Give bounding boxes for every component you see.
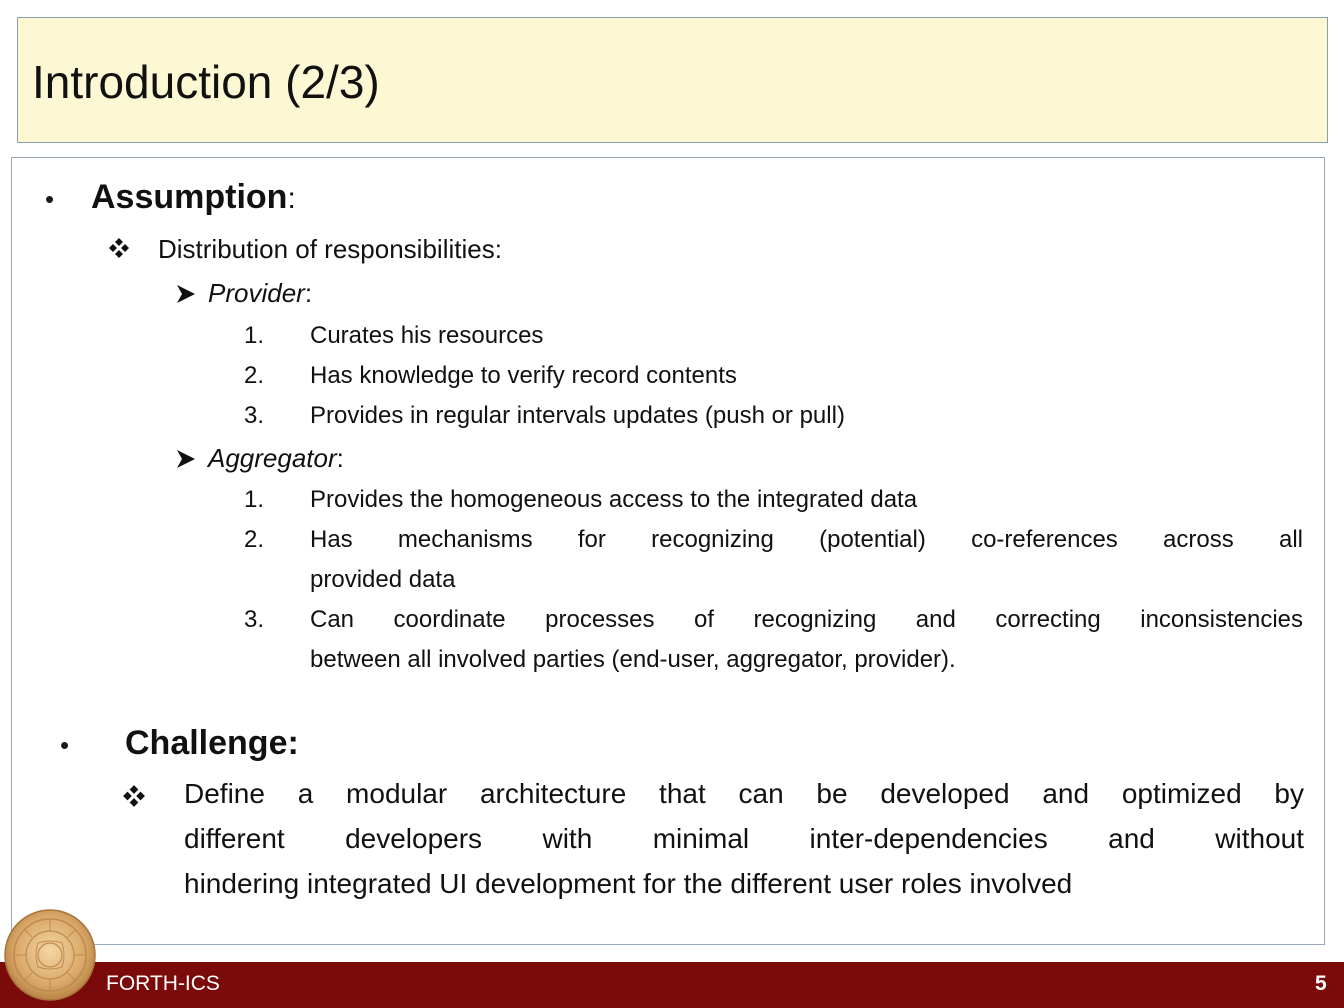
provider-colon: : xyxy=(304,278,313,308)
challenge-text-line: hindering integrated UI development for the different user roles involved xyxy=(184,868,1073,899)
challenge-text-line: Define a modular architecture that can be developed and optimized by xyxy=(184,778,1304,809)
aggregator-item-text-line: provided data xyxy=(310,566,456,593)
footer-bar xyxy=(0,962,1344,1008)
provider-heading xyxy=(208,278,312,309)
assumption-label: Assumption xyxy=(91,178,288,216)
provider-item-number: 3. xyxy=(244,402,265,429)
bullet-dot-icon: • xyxy=(60,730,70,760)
aggregator-item-text-line: Has mechanisms for recognizing (potential) co-references across all xyxy=(310,526,1303,553)
provider-item-number: 2. xyxy=(244,362,265,389)
provider-item-text: Provides in regular intervals updates (push or pull) xyxy=(310,402,845,429)
arrowhead-icon xyxy=(175,283,197,305)
university-seal-icon xyxy=(4,909,96,1001)
provider-item-text: Has knowledge to verify record contents xyxy=(310,362,737,389)
provider-item-number: 1. xyxy=(244,322,265,349)
assumption-colon: : xyxy=(287,182,296,215)
four-diamond-icon xyxy=(122,784,146,808)
content-box xyxy=(11,157,1325,945)
aggregator-item-text-line: Can coordinate processes of recognizing and correcting inconsistencies xyxy=(310,606,1303,633)
aggregator-item-text: Provides the homogeneous access to the integrated data xyxy=(310,486,918,513)
arrowhead-icon xyxy=(175,448,197,470)
aggregator-item-number: 1. xyxy=(244,486,265,513)
title-box xyxy=(17,17,1328,143)
distribution-label: Distribution of responsibilities: xyxy=(158,234,502,264)
four-diamond-icon xyxy=(108,237,130,259)
slide-title: Introduction (2/3) xyxy=(32,56,380,108)
assumption-heading xyxy=(91,178,296,217)
bullet-dot-icon: • xyxy=(45,184,55,214)
page-number: 5 xyxy=(1315,972,1327,995)
footer-organization: FORTH-ICS xyxy=(106,972,220,995)
aggregator-item-text-line: between all involved parties (end-user, aggregator, provider). xyxy=(310,646,956,673)
aggregator-item-number: 2. xyxy=(244,526,265,553)
challenge-text-line: different developers with minimal inter-dependencies and without xyxy=(184,823,1304,854)
provider-label: Provider xyxy=(208,278,305,308)
aggregator-item-number: 3. xyxy=(244,606,265,633)
aggregator-colon: : xyxy=(336,443,344,473)
aggregator-label: Aggregator xyxy=(208,443,337,473)
aggregator-heading xyxy=(208,443,344,474)
provider-item-text: Curates his resources xyxy=(310,322,544,349)
challenge-heading: Challenge: xyxy=(125,724,299,762)
